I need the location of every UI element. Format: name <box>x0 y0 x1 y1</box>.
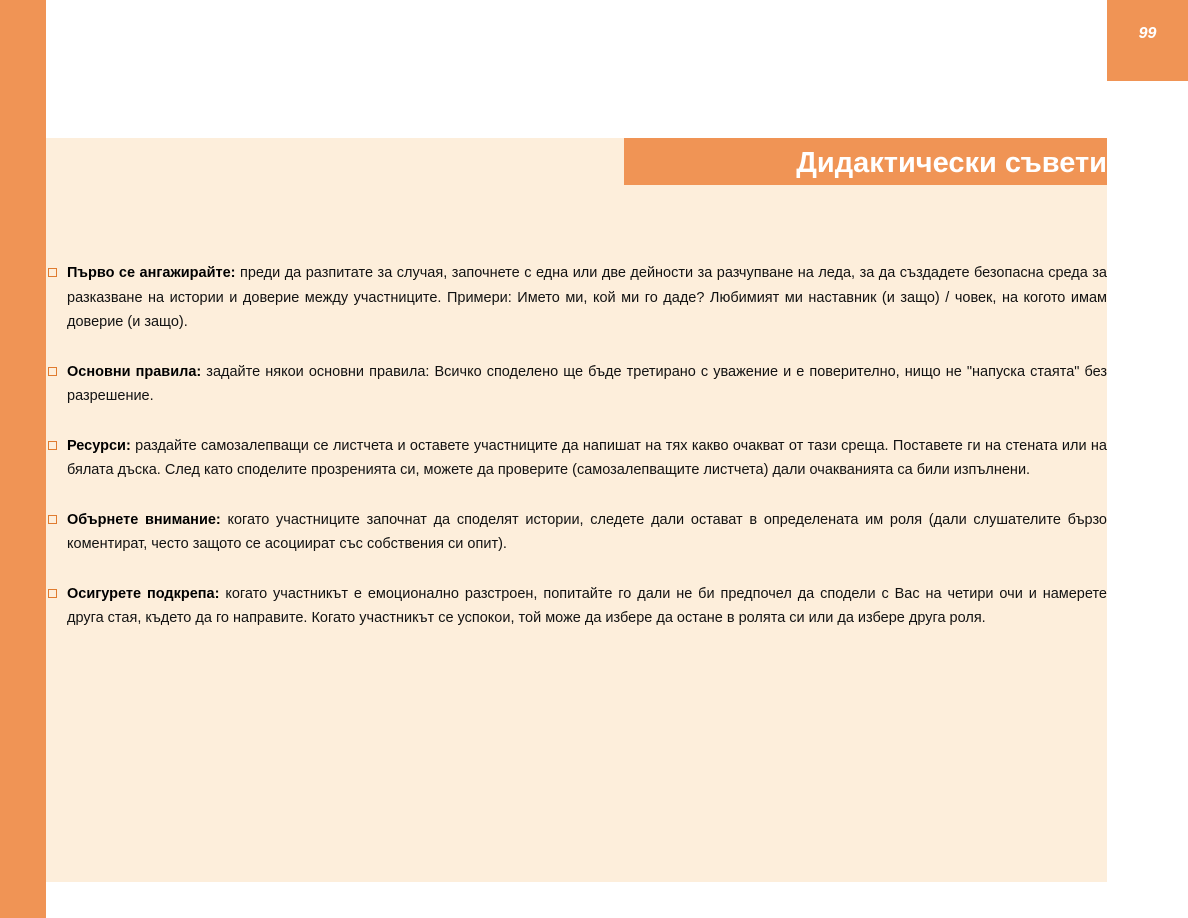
page-number-box <box>1107 0 1188 81</box>
checkbox-bullet-icon <box>48 367 57 376</box>
title-band <box>624 138 1107 185</box>
tip-item <box>48 261 1107 335</box>
tip-item <box>48 508 1107 557</box>
tip-text: раздайте самозалепващи се листчета и оставете участниците да напишат на тях какво очакват от тази среща. Поставете ги на стената или на бялата дъска. След като споделите прозренията си, можете да проверите (самозалепващите листчета) дали очакванията са били изпълнени. <box>67 437 1107 478</box>
tip-term: Обърнете внимание: <box>67 511 221 528</box>
tip-text: задайте някои основни правила: Всичко споделено ще бъде третирано с уважение и е поверително, нищо не "напуска стаята" без разрешение. <box>67 363 1108 404</box>
tip-term: Първо се ангажирайте: <box>67 265 236 281</box>
left-accent-bar <box>0 0 46 918</box>
page-number: 99 <box>1138 25 1157 42</box>
tips-list <box>48 261 1107 656</box>
checkbox-bullet-icon <box>48 441 57 450</box>
tip-item <box>48 434 1107 483</box>
tip-text: преди да разпитате за случая, започнете с една или две дейности за разчупване на леда, за да създадете безопасна среда за разказване на истории и доверие между участниците. Примери: Името ми, кой ми го даде? Любимият ми наставник (и защо) / човек, на когото имам доверие (и защо). <box>67 265 1107 330</box>
checkbox-bullet-icon <box>48 515 57 524</box>
tip-text: когато участникът е емоционално разстроен, попитайте го дали не би предпочел да сподели с Вас на четири очи и намерете друга стая, където да го направите. Когато участникът се успокои, той може да избере да остане в ролята си или да избере друга роля. <box>67 585 1107 626</box>
tip-term: Основни правила: <box>67 363 202 380</box>
checkbox-bullet-icon <box>48 589 57 598</box>
tip-term: Осигурете подкрепа: <box>67 585 220 602</box>
tip-item <box>48 582 1107 631</box>
checkbox-bullet-icon <box>48 268 57 277</box>
page-title: Дидактически съвети <box>796 147 1107 179</box>
tip-term: Ресурси: <box>67 437 131 454</box>
tip-item <box>48 360 1107 409</box>
tip-text: когато участниците започнат да споделят истории, следете дали остават в определената им роля (дали слушателите бързо коментират, често защото се асоциират със собствения си опит). <box>67 511 1107 552</box>
